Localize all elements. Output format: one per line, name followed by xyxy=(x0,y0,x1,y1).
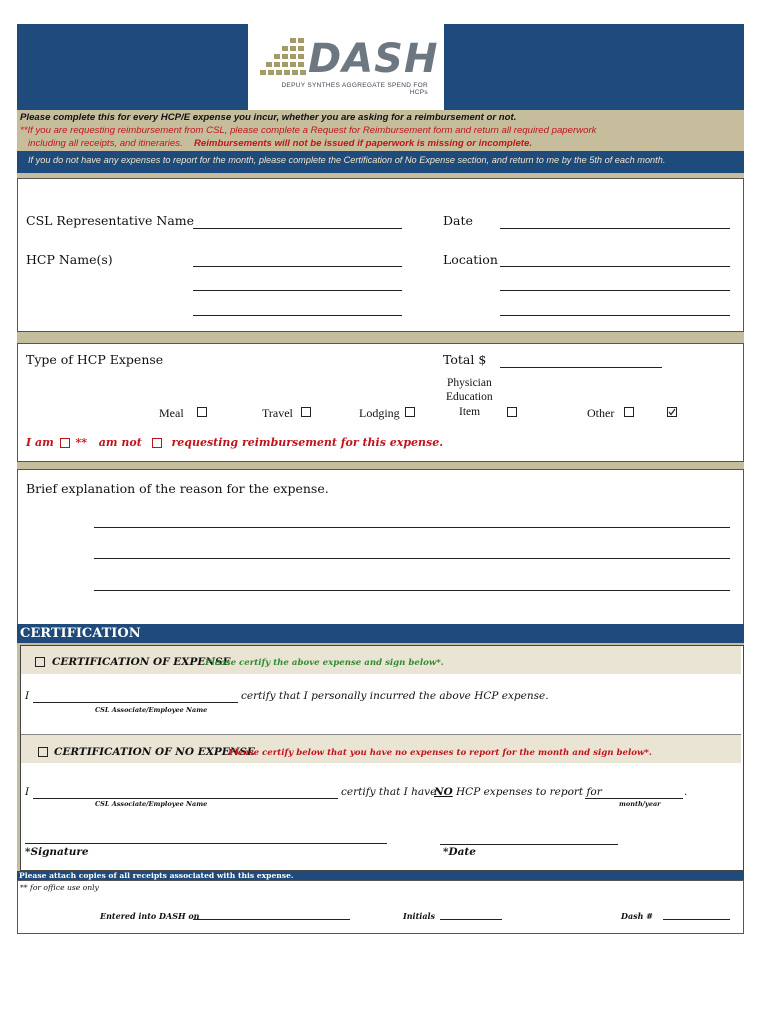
noexp-cert-note: Please certify below that you have no expenses to report for the month and sign below*. xyxy=(228,748,652,758)
explanation-line-1[interactable] xyxy=(94,527,730,528)
initials-label: Initials xyxy=(403,911,436,921)
noexp-cert-no: NO xyxy=(434,786,453,798)
dash-logo-mark xyxy=(260,36,308,82)
reimb-am-not: am not xyxy=(98,436,142,449)
hcp-name-field-3[interactable] xyxy=(193,315,402,316)
expense-cert-associate-label: CSL Associate/Employee Name xyxy=(95,706,208,714)
option-travel-checkbox[interactable] xyxy=(301,407,311,417)
logo-text: DASH xyxy=(308,36,439,82)
expense-cert-text: certify that I personally incurred the above HCP expense. xyxy=(241,690,549,702)
logo-box xyxy=(248,22,444,110)
reimb-stars: ** xyxy=(75,436,87,449)
date-field[interactable] xyxy=(500,228,730,229)
option-physician-line2: Education xyxy=(446,391,493,403)
reimb-am-not-checkbox[interactable] xyxy=(152,438,162,448)
attach-note: Please attach copies of all receipts associated with this expense. xyxy=(19,871,294,880)
expense-cert-i: I xyxy=(25,690,30,702)
noexp-cert-i: I xyxy=(25,786,30,798)
noexp-cert-title: CERTIFICATION OF NO EXPENSE xyxy=(54,746,255,758)
signature-field[interactable] xyxy=(25,843,387,844)
expense-type-label: Type of HCP Expense xyxy=(26,352,164,367)
signature-date-field[interactable] xyxy=(440,844,618,845)
reimb-rest: requesting reimbursement for this expense. xyxy=(171,436,444,449)
logo-tagline: DEPUY SYNTHES AGGREGATE SPEND FOR HCPs xyxy=(281,82,428,96)
reimbursement-line xyxy=(26,436,443,449)
location-field-2[interactable] xyxy=(500,290,730,291)
explanation-line-2[interactable] xyxy=(94,558,730,559)
total-field[interactable] xyxy=(500,367,662,368)
dash-no-field[interactable] xyxy=(663,919,730,920)
instructions-line-3a: including all receipts, and itineraries. xyxy=(28,138,183,149)
entered-field[interactable] xyxy=(193,919,350,920)
option-meal-checkbox[interactable] xyxy=(197,407,207,417)
date-label: Date xyxy=(443,213,473,228)
entered-label: Entered into DASH on xyxy=(100,911,200,921)
hcp-name-field-1[interactable] xyxy=(193,266,402,267)
explanation-label: Brief explanation of the reason for the expense. xyxy=(26,481,329,496)
noexp-cert-name-field[interactable] xyxy=(33,798,338,799)
noexp-cert-associate-label: CSL Associate/Employee Name xyxy=(95,800,208,808)
noexp-cert-month-label: month/year xyxy=(619,800,661,808)
expense-cert-note: Please certify the above expense and sign below*. xyxy=(205,658,444,668)
location-field-3[interactable] xyxy=(500,315,730,316)
total-label: Total $ xyxy=(443,352,487,367)
hcp-name-label: HCP Name(s) xyxy=(26,252,113,267)
option-physician-checkbox[interactable] xyxy=(507,407,517,417)
noexp-cert-checkbox[interactable] xyxy=(38,747,48,757)
instructions-line-3b: Reimbursements will not be issued if paperwork is missing or incomplete. xyxy=(194,138,532,149)
option-lodging-checkbox[interactable] xyxy=(405,407,415,417)
noexp-cert-month-field[interactable] xyxy=(585,798,683,799)
check-icon xyxy=(668,408,676,416)
hcp-name-field-2[interactable] xyxy=(193,290,402,291)
instructions-line-2: **If you are requesting reimbursement from CSL, please complete a Request for Reimbursement form and return all required paperwork xyxy=(20,125,597,136)
csl-rep-field[interactable] xyxy=(193,228,402,229)
location-field-1[interactable] xyxy=(500,266,730,267)
checked-checkbox[interactable] xyxy=(667,407,677,417)
reimb-i-am: I am xyxy=(26,436,54,449)
office-use-box xyxy=(17,880,744,934)
option-travel-label: Travel xyxy=(262,406,293,420)
noexp-cert-dot: . xyxy=(684,786,688,798)
option-other-label: Other xyxy=(587,406,615,420)
reimb-am-checkbox[interactable] xyxy=(60,438,70,448)
dash-no-label: Dash # xyxy=(621,911,653,921)
signature-label: *Signature xyxy=(25,846,89,858)
expense-cert-checkbox[interactable] xyxy=(35,657,45,667)
option-physician-line1: Physician xyxy=(447,377,492,389)
instructions-line-4: If you do not have any expenses to report for the month, please complete the Certification of No Expense section, and return to me by the 5th of each month. xyxy=(28,155,666,165)
noexp-cert-text-2: HCP expenses to report for xyxy=(456,786,602,798)
option-lodging-label: Lodging xyxy=(359,406,400,420)
signature-date-label: *Date xyxy=(443,846,476,858)
option-other-checkbox[interactable] xyxy=(624,407,634,417)
initials-field[interactable] xyxy=(440,919,502,920)
certification-title: CERTIFICATION xyxy=(20,626,141,641)
expense-cert-title: CERTIFICATION OF EXPENSE xyxy=(52,656,231,668)
explanation-line-3[interactable] xyxy=(94,590,730,591)
expense-cert-name-field[interactable] xyxy=(33,702,238,703)
option-physician-line3: Item xyxy=(459,406,481,418)
instructions-line-1: Please complete this for every HCP/E expense you incur, whether you are asking for a reimbursement or not. xyxy=(20,112,517,123)
office-use-label: ** for office use only xyxy=(20,883,99,892)
csl-rep-label: CSL Representative Name xyxy=(26,213,195,228)
location-label: Location xyxy=(443,252,498,267)
noexp-cert-text-1: certify that I have xyxy=(341,786,437,798)
section1-box xyxy=(17,178,744,332)
option-meal-label: Meal xyxy=(159,406,184,420)
